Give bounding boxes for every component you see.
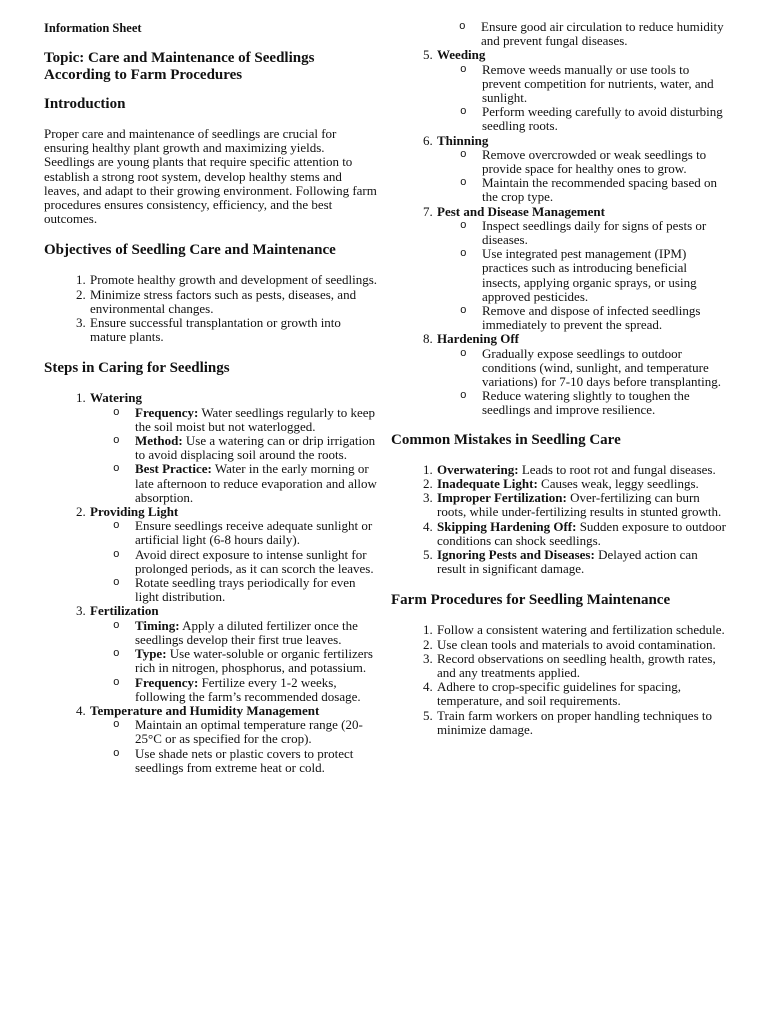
sub-list-item: o Remove and dispose of infected seedlings immediately to prevent the spread.	[482, 304, 726, 332]
list-item: 4. Skipping Hardening Off: Sudden exposure to outdoor conditions can shock seedlings.	[436, 520, 726, 548]
list-item: 3. Improper Fertilization: Over-fertilizing can burn roots, while under-fertilizing results in stunted growth.	[436, 491, 726, 519]
introduction-paragraph: Proper care and maintenance of seedlings are crucial for ensuring healthy plant growth and maximizing yields. Seedlings are young plants that require specific attention to establish a strong root system, develop healthy stems and leaves, and adapt to their growing environment. Following farm procedures ensures consistency, efficiency, and the best outcomes.	[44, 126, 377, 227]
sub-list	[90, 619, 378, 704]
introduction-heading: Introduction	[44, 96, 126, 112]
sub-list-item: o Type: Use water-soluble or organic fertilizers rich in nitrogen, phosphorus, and potassium.	[135, 647, 378, 675]
step-hardening-off	[436, 332, 726, 417]
step-providing-light	[89, 505, 378, 604]
sub-list-item: o Best Practice: Water in the early morning or late afternoon to reduce evaporation and allow absorption.	[135, 462, 378, 505]
step-title: Pest and Disease Management	[437, 203, 605, 219]
step-pest-disease	[436, 205, 726, 333]
sub-list-item: o Remove overcrowded or weak seedlings to provide space for healthy ones to grow.	[482, 148, 726, 176]
steps-list-part1	[44, 391, 378, 774]
list-item: 1. Overwatering: Leads to root rot and fungal diseases.	[436, 463, 726, 477]
sub-list-item: o Remove weeds manually or use tools to prevent competition for nutrients, water, and sunlight.	[482, 63, 726, 106]
sub-list-item: o Method: Use a watering can or drip irrigation to avoid displacing soil around the roots.	[135, 434, 378, 462]
sub-list-item: o Maintain the recommended spacing based on the crop type.	[482, 176, 726, 204]
list-item: 1. Promote healthy growth and development of seedlings.	[89, 273, 378, 287]
sub-list-item: o Maintain an optimal temperature range (20-25°C or as specified for the crop).	[135, 718, 378, 746]
step-title: Watering	[90, 390, 142, 406]
sub-list-item: o Inspect seedlings daily for signs of pests or diseases.	[482, 219, 726, 247]
list-item: 2. Minimize stress factors such as pests, diseases, and environmental changes.	[89, 288, 378, 316]
topic-title: Topic: Care and Maintenance of Seedlings According to Farm Procedures	[44, 50, 315, 83]
step-watering	[89, 391, 378, 505]
list-item: 5. Ignoring Pests and Diseases: Delayed action can result in significant damage.	[436, 548, 726, 576]
right-column	[391, 20, 726, 737]
step-fertilization	[89, 604, 378, 703]
sub-list-item: o Timing: Apply a diluted fertilizer once the seedlings develop their first true leaves.	[135, 619, 378, 647]
mistakes-list	[391, 463, 726, 577]
sub-list-continued	[436, 20, 726, 48]
step-title: Fertilization	[90, 603, 159, 619]
sub-list	[437, 347, 726, 418]
procedures-heading: Farm Procedures for Seedling Maintenance	[391, 592, 671, 609]
sub-list-item: o Use integrated pest management (IPM) practices such as introducing beneficial insects, applying organic sprays, or using approved pesticides.	[482, 247, 726, 304]
list-item: 3. Record observations on seedling health, growth rates, and any treatments applied.	[436, 652, 726, 680]
sub-list-item: o Frequency: Fertilize every 1-2 weeks, following the farm’s recommended dosage.	[135, 676, 378, 704]
step-weeding	[436, 48, 726, 133]
sub-list-item: o Reduce watering slightly to toughen the seedlings and improve resilience.	[482, 389, 726, 417]
sheet-label: Information Sheet	[44, 21, 142, 35]
left-column	[44, 20, 378, 775]
sub-list-item: o Use shade nets or plastic covers to protect seedlings from extreme heat or cold.	[135, 747, 378, 775]
list-item: 3. Ensure successful transplantation or growth into mature plants.	[89, 316, 378, 344]
list-item: 2. Use clean tools and materials to avoid contamination.	[436, 638, 726, 652]
step-temperature-humidity	[89, 704, 378, 775]
sub-list	[437, 63, 726, 134]
sub-list-item: o Gradually expose seedlings to outdoor conditions (wind, sunlight, and temperature variations) for 7-10 days before transplanting.	[482, 347, 726, 390]
sub-list	[90, 406, 378, 505]
sub-list-item: o Ensure good air circulation to reduce humidity and prevent fungal diseases.	[481, 20, 726, 48]
sub-list	[90, 718, 378, 775]
step-title: Weeding	[437, 47, 486, 63]
list-item: 2. Inadequate Light: Causes weak, leggy seedlings.	[436, 477, 726, 491]
objectives-list	[44, 273, 378, 344]
sub-list-item: o Rotate seedling trays periodically for even light distribution.	[135, 576, 378, 604]
steps-list-part2	[391, 48, 726, 417]
objectives-heading: Objectives of Seedling Care and Maintenance	[44, 242, 336, 259]
sub-list	[437, 148, 726, 205]
steps-heading: Steps in Caring for Seedlings	[44, 360, 230, 377]
sub-list-item: o Avoid direct exposure to intense sunlight for prolonged periods, as it can scorch the leaves.	[135, 548, 378, 576]
procedures-list	[391, 623, 726, 737]
sub-list	[90, 519, 378, 604]
step-thinning	[436, 134, 726, 205]
sub-list-item: o Perform weeding carefully to avoid disturbing seedling roots.	[482, 105, 726, 133]
sub-list-item: o Ensure seedlings receive adequate sunlight or artificial light (6-8 hours daily).	[135, 519, 378, 547]
sub-list	[437, 219, 726, 333]
step-title: Hardening Off	[437, 331, 519, 347]
list-item: 4. Adhere to crop-specific guidelines for spacing, temperature, and soil requirements.	[436, 680, 726, 708]
step-title: Thinning	[437, 132, 489, 148]
mistakes-heading: Common Mistakes in Seedling Care	[391, 431, 621, 448]
step-title: Temperature and Humidity Management	[90, 702, 320, 718]
sub-list-item: o Frequency: Water seedlings regularly to keep the soil moist but not waterlogged.	[135, 406, 378, 434]
step-title: Providing Light	[90, 504, 179, 520]
list-item: 5. Train farm workers on proper handling techniques to minimize damage.	[436, 709, 726, 737]
list-item: 1. Follow a consistent watering and fertilization schedule.	[436, 623, 726, 637]
